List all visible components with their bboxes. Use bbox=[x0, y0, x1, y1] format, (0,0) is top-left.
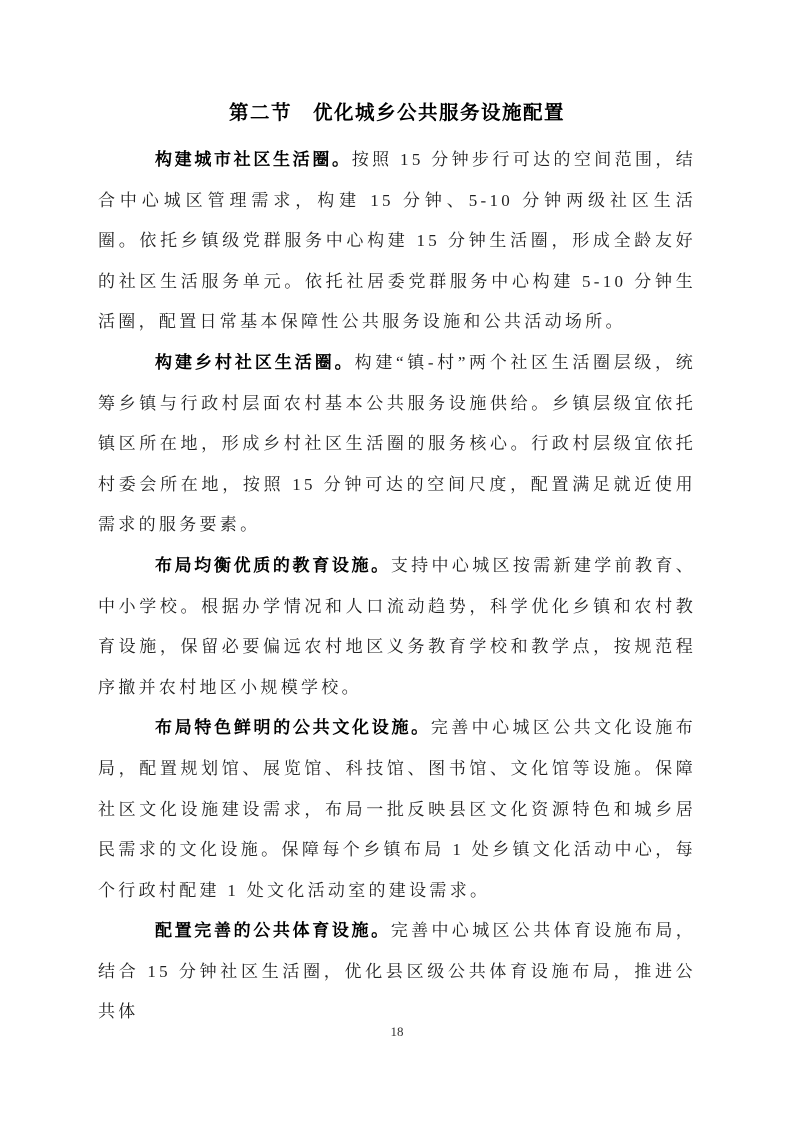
paragraph-body: 完善中心城区公共文化设施布局，配置规划馆、展览馆、科技馆、图书馆、文化馆等设施。保障社区文化设施建设需求，布局一批反映县区文化资源特色和城乡居民需求的文化设施。保障每个乡镇布局 1 处乡镇文化活动中心，每个行政村配建 1 处文化活动室的建设需求。 bbox=[98, 718, 696, 900]
page-number: 18 bbox=[390, 1024, 404, 1039]
paragraph-lead: 构建乡村社区生活圈。 bbox=[155, 352, 355, 372]
paragraph bbox=[98, 911, 696, 1033]
section-title: 第二节 优化城乡公共服务设施配置 bbox=[228, 103, 565, 124]
document-content bbox=[98, 99, 696, 1033]
paragraph-body: 支持中心城区按需新建学前教育、中小学校。根据办学情况和人口流动趋势，科学优化乡镇和农村教育设施，保留必要偏远农村地区义务教育学校和教学点，按规范程序撤并农村地区小规模学校。 bbox=[98, 555, 697, 697]
paragraph-lead: 配置完善的公共体育设施。 bbox=[155, 921, 391, 941]
paragraph-body: 构建“镇-村”两个社区生活圈层级，统筹乡镇与行政村层面农村基本公共服务设施供给。乡镇层级宜依托镇区所在地，形成乡村社区生活圈的服务核心。行政村层级宜依托村委会所在地，按照 15 分钟可达的空间尺度，配置满足就近使用需求的服务要素。 bbox=[98, 352, 697, 535]
paragraph-lead: 布局特色鲜明的公共文化设施。 bbox=[155, 718, 431, 738]
paragraph bbox=[98, 546, 696, 708]
paragraph bbox=[98, 708, 696, 911]
paragraph bbox=[98, 343, 696, 546]
paragraph bbox=[98, 140, 696, 343]
paragraph-lead: 构建城市社区生活圈。 bbox=[155, 150, 352, 169]
paragraph-lead: 布局均衡优质的教育设施。 bbox=[155, 555, 391, 575]
paragraph-body: 按照 15 分钟步行可达的空间范围，结合中心城区管理需求，构建 15 分钟、5-10 分钟两级社区生活圈。依托乡镇级党群服务中心构建 15 分钟生活圈，形成全龄友好的社区生活服务单元。依托社居委党群服务中心构建 5-10 分钟生活圈，配置日常基本保障性公共服务设施和公共活动场所。 bbox=[98, 150, 697, 332]
paragraph-body: 完善中心城区公共体育设施布局，结合 15 分钟社区生活圈，优化县区级公共体育设施布局，推进公共体 bbox=[98, 921, 697, 1022]
